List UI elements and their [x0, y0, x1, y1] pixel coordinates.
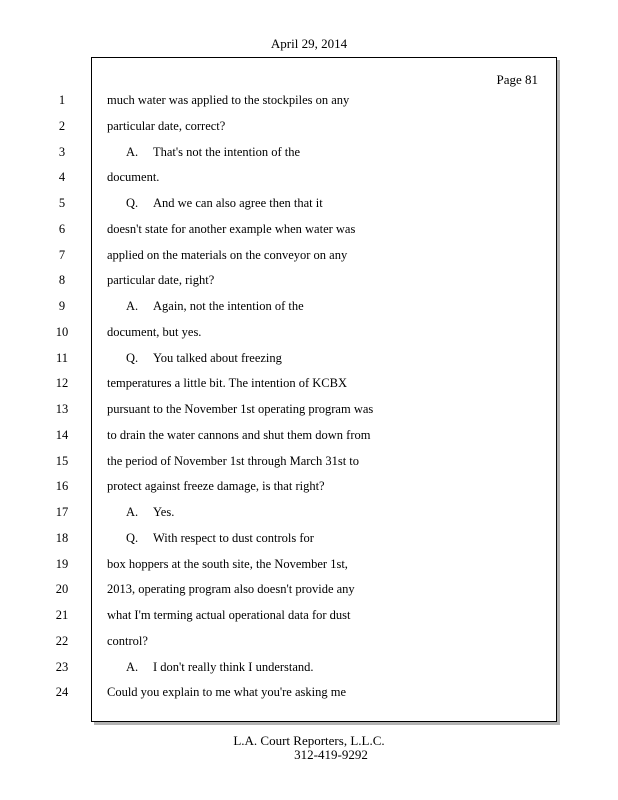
court-reporter-name: L.A. Court Reporters, L.L.C. [233, 733, 385, 748]
qa-marker: Q. [126, 350, 139, 365]
line-number: 4 [58, 170, 66, 185]
transcript-date: April 29, 2014 [270, 36, 348, 51]
line-text: Again, not the intention of the [153, 299, 304, 313]
line-number: 7 [58, 247, 66, 262]
line-text: document, but yes. [107, 324, 202, 339]
transcript-line [107, 629, 547, 655]
transcript-line [107, 165, 547, 191]
line-text: temperatures a little bit. The intention of KCBX [107, 376, 347, 391]
transcript-line [107, 552, 547, 578]
qa-marker: A. [126, 659, 139, 674]
line-text: box hoppers at the south site, the November 1st, [107, 556, 348, 571]
line-number: 16 [55, 479, 69, 494]
line-number: 20 [55, 582, 69, 597]
transcript-line [107, 474, 547, 500]
line-number: 11 [55, 350, 69, 365]
qa-marker: A. [126, 299, 139, 313]
line-text: the period of November 1st through March 31st to [107, 453, 360, 468]
line-number: 5 [58, 196, 66, 210]
transcript-line [107, 140, 547, 166]
line-text: control? [107, 633, 148, 648]
line-number: 1 [58, 93, 66, 107]
line-text: applied on the materials on the conveyor on any [107, 247, 348, 262]
transcript-line [107, 526, 547, 552]
court-reporter-phone: 312-419-9292 [294, 747, 368, 762]
transcript-line [107, 397, 547, 423]
line-number: 23 [55, 659, 69, 674]
transcript-line [107, 294, 547, 320]
line-number: 15 [55, 453, 69, 468]
line-text: protect against freeze damage, is that right? [107, 479, 325, 494]
page-number: Page 81 [496, 72, 538, 87]
transcript-line [107, 268, 547, 294]
transcript-lines [107, 88, 547, 706]
transcript-line [107, 217, 547, 243]
line-text: 2013, operating program also doesn't provide any [107, 582, 355, 597]
line-text: And we can also agree then that it [153, 196, 323, 210]
line-number-column [40, 88, 84, 706]
line-number: 22 [55, 633, 69, 648]
line-number: 19 [55, 556, 69, 571]
line-number: 10 [55, 324, 69, 339]
line-number: 9 [58, 299, 66, 313]
transcript-line [107, 88, 547, 114]
transcript-line [107, 603, 547, 629]
qa-marker: Q. [126, 196, 139, 210]
line-text: what I'm terming actual operational data for dust [107, 608, 351, 622]
line-number: 21 [55, 608, 69, 622]
transcript-line [107, 191, 547, 217]
line-number: 18 [55, 530, 69, 545]
line-number: 14 [55, 427, 69, 442]
qa-marker: Q. [126, 530, 139, 545]
qa-marker: A. [126, 505, 139, 519]
line-number: 6 [58, 221, 66, 236]
transcript-line [107, 346, 547, 372]
line-text: much water was applied to the stockpiles on any [107, 93, 350, 107]
line-number: 17 [55, 505, 69, 519]
transcript-line [107, 500, 547, 526]
transcript-line [107, 449, 547, 475]
transcript-line [107, 320, 547, 346]
qa-marker: A. [126, 144, 139, 159]
line-number: 2 [58, 118, 66, 133]
line-text: to drain the water cannons and shut them down from [107, 427, 371, 442]
line-number: 13 [55, 402, 69, 416]
transcript-line [107, 114, 547, 140]
line-text: With respect to dust controls for [153, 530, 314, 545]
line-text: That's not the intention of the [153, 144, 301, 159]
line-number: 12 [55, 376, 69, 391]
line-number: 3 [58, 144, 66, 159]
transcript-line [107, 577, 547, 603]
line-text: doesn't state for another example when water was [107, 221, 356, 236]
line-text: You talked about freezing [153, 350, 282, 365]
transcript-line [107, 655, 547, 681]
line-text: Could you explain to me what you're asking me [107, 685, 347, 700]
line-text: pursuant to the November 1st operating program was [107, 402, 374, 416]
line-text: particular date, correct? [107, 118, 226, 133]
line-text: document. [107, 170, 160, 185]
line-text: particular date, right? [107, 273, 215, 288]
transcript-line [107, 371, 547, 397]
transcript-line [107, 243, 547, 269]
line-number: 24 [55, 685, 69, 700]
line-number: 8 [58, 273, 66, 288]
line-text: Yes. [153, 505, 175, 519]
transcript-line [107, 680, 547, 706]
line-text: I don't really think I understand. [153, 659, 314, 674]
transcript-line [107, 423, 547, 449]
